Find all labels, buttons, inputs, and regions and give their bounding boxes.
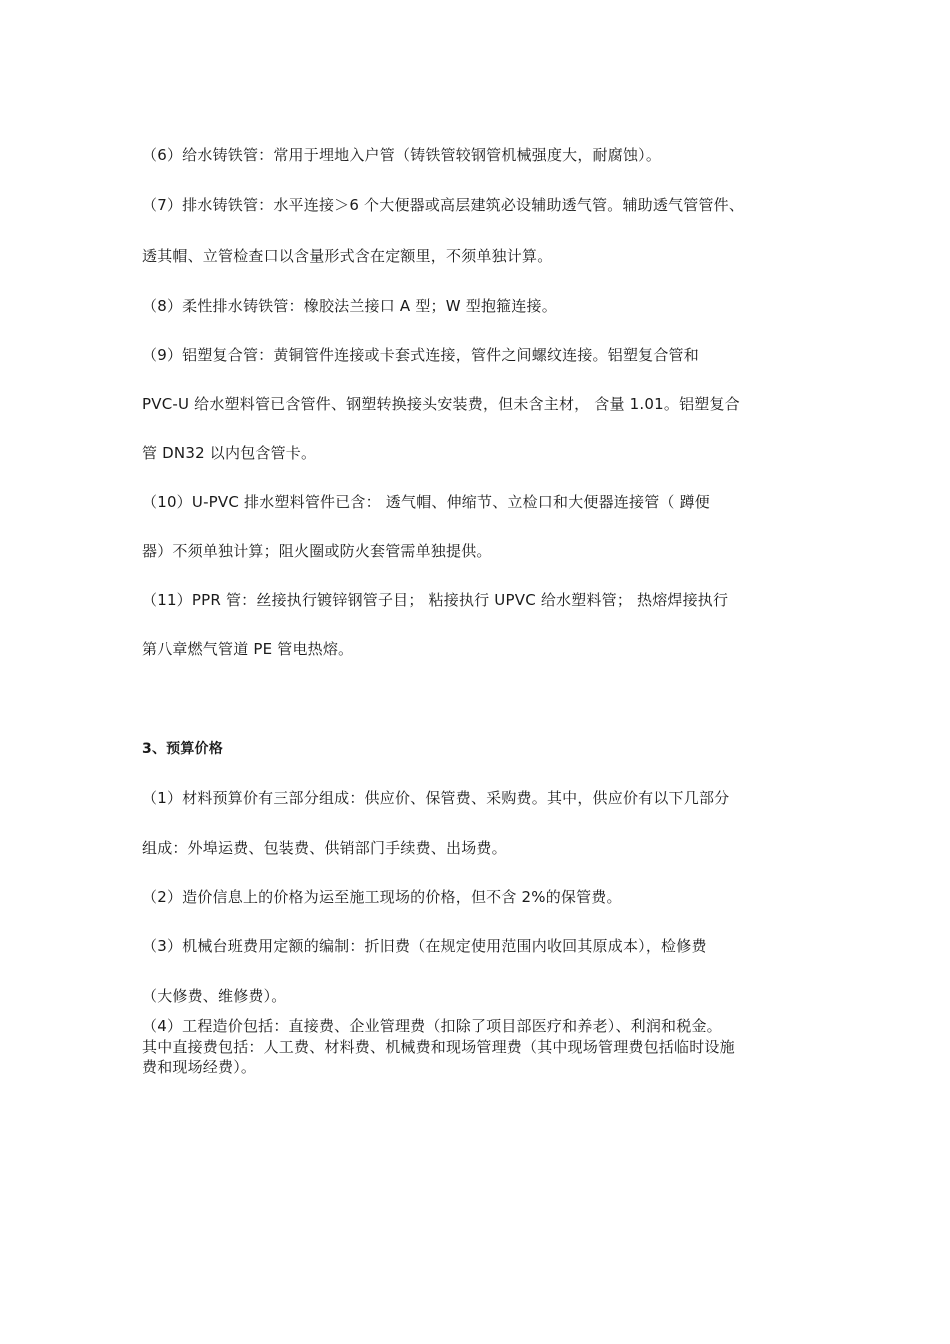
paragraph-line: （9）铝塑复合管：黄铜管件连接或卡套式连接，管件之间螺纹连接。铝塑复合管和 bbox=[142, 346, 699, 364]
paragraph-line: （4）工程造价包括：直接费、企业管理费（扣除了项目部医疗和养老）、利润和税金。 bbox=[142, 1017, 722, 1035]
paragraph-line: 第八章燃气管道 PE 管电热熔。 bbox=[142, 640, 354, 658]
paragraph-line: （2）造价信息上的价格为运至施工现场的价格，但不含 2%的保管费。 bbox=[142, 888, 622, 906]
section-heading: 3、预算价格 bbox=[142, 741, 223, 757]
paragraph-line: （6）给水铸铁管：常用于埋地入户管（铸铁管较钢管机械强度大，耐腐蚀）。 bbox=[142, 146, 662, 164]
paragraph-line: （11）PPR 管：丝接执行镀锌钢管子目； 粘接执行 UPVC 给水塑料管； 热熔焊接执行 bbox=[142, 591, 729, 609]
paragraph-line: 管 DN32 以内包含管卡。 bbox=[142, 444, 317, 462]
paragraph-line: 费和现场经费）。 bbox=[142, 1058, 257, 1076]
paragraph-line: 其中直接费包括：人工费、材料费、机械费和现场管理费（其中现场管理费包括临时设施 bbox=[142, 1038, 735, 1056]
paragraph-line: 器）不须单独计算；阻火圈或防火套管需单独提供。 bbox=[142, 542, 492, 560]
paragraph-line: PVC-U 给水塑料管已含管件、钢塑转换接头安装费，但未含主材， 含量 1.01。铝塑复合 bbox=[142, 395, 740, 413]
paragraph-line: 透其帽、立管检查口以含量形式含在定额里，不须单独计算。 bbox=[142, 247, 553, 265]
paragraph-line: （8）柔性排水铸铁管：橡胶法兰接口 A 型；W 型抱箍连接。 bbox=[142, 297, 557, 315]
paragraph-line: （10）U-PVC 排水塑料管件已含： 透气帽、伸缩节、立检口和大便器连接管（ 蹲便 bbox=[142, 493, 710, 511]
paragraph-line: （7）排水铸铁管：水平连接＞6 个大便器或高层建筑必设辅助透气管。辅助透气管管件、 bbox=[142, 196, 745, 214]
paragraph-line: 组成：外埠运费、包装费、供销部门手续费、出场费。 bbox=[142, 839, 507, 857]
paragraph-line: （3）机械台班费用定额的编制：折旧费（在规定使用范围内收回其原成本），检修费 bbox=[142, 937, 707, 955]
paragraph-line: （1）材料预算价有三部分组成：供应价、保管费、采购费。其中，供应价有以下几部分 bbox=[142, 789, 730, 807]
paragraph-line: （大修费、维修费）。 bbox=[142, 987, 287, 1005]
